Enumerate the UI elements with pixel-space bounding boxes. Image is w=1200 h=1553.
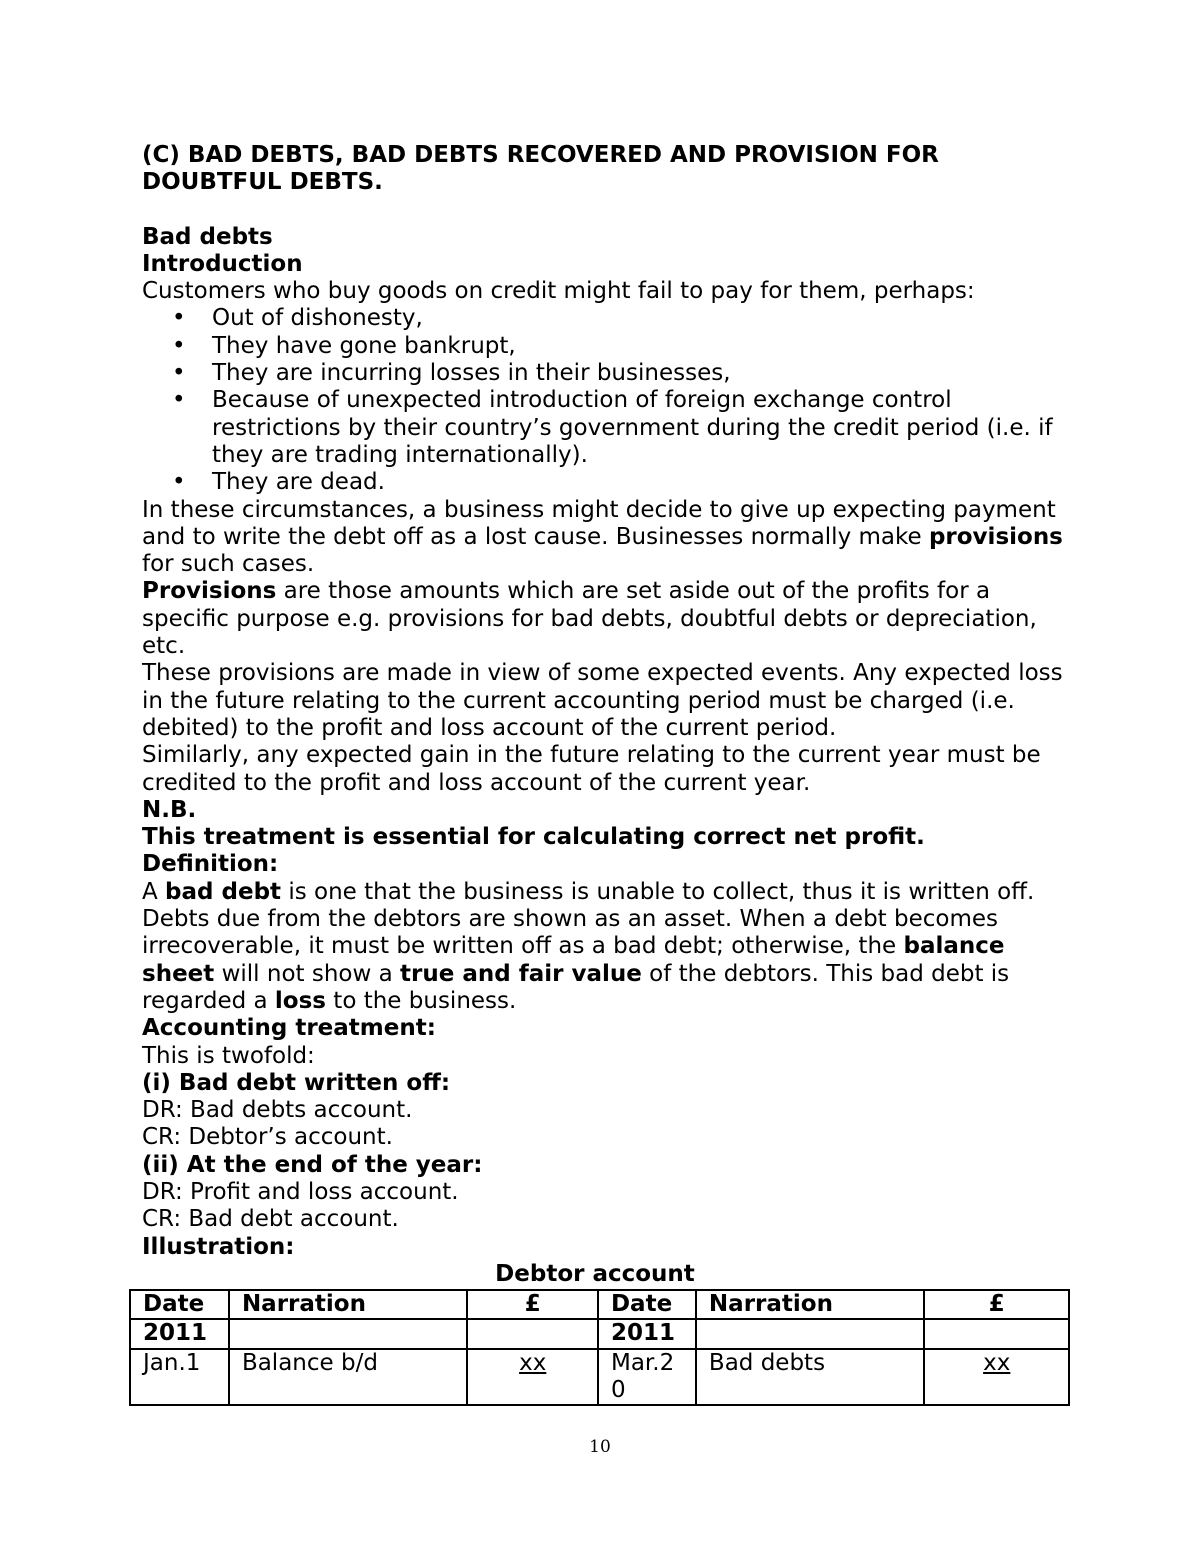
nb-heading: N.B. xyxy=(142,796,197,823)
page-number: 10 xyxy=(589,1437,611,1457)
narration-cell: Balance b/d xyxy=(229,1349,467,1406)
step1-heading: (i) Bad debt written off: xyxy=(142,1069,451,1096)
list-item: • Because of unexpected introduction of foreign exchange control restrictions by their country’s government during the credit period (i.e. if they are trading internationally). xyxy=(142,387,1072,469)
list-item: • They are incurring losses in their businesses, xyxy=(142,360,1072,387)
header-narration: Narration xyxy=(229,1290,467,1319)
list-item: • They are dead. xyxy=(142,469,1072,496)
paragraph-expected-gain: Similarly, any expected gain in the future relating to the current year must be credited to the profit and loss account of the current year. xyxy=(142,742,1041,796)
illustration-heading: Illustration: xyxy=(142,1233,295,1260)
step2-credit: CR: Bad debt account. xyxy=(142,1206,399,1233)
twofold-text: This is twofold: xyxy=(142,1042,315,1069)
step2-heading: (ii) At the end of the year: xyxy=(142,1151,483,1178)
date-cell: Jan.1 xyxy=(130,1349,229,1406)
table-header-row xyxy=(130,1290,1069,1319)
list-item: • They have gone bankrupt, xyxy=(142,333,1072,360)
reasons-list xyxy=(142,305,1072,496)
date-cell: Mar.2 0 xyxy=(598,1349,696,1406)
amount-cell: xx xyxy=(924,1349,1069,1406)
step1-credit: CR: Debtor’s account. xyxy=(142,1124,393,1151)
title-line-2: DOUBTFUL DEBTS. xyxy=(142,169,383,196)
header-amount: £ xyxy=(924,1290,1069,1319)
debtor-account-table xyxy=(129,1289,1070,1406)
accounting-treatment-heading: Accounting treatment: xyxy=(142,1015,436,1042)
table-title: Debtor account xyxy=(495,1260,695,1287)
definition-text: A bad debt is one that the business is unable to collect, thus it is written off. Debts due from the debtors are shown as an asset. When a debt becomes irrecoverable, it must be written off as a bad debt; otherwise, the balance sheet will not show a true and fair value of the debtors. This bad debt is regarded a loss to the business. xyxy=(142,878,1035,1014)
section-title xyxy=(142,142,1072,197)
amount-cell: xx xyxy=(467,1349,598,1406)
nb-text: This treatment is essential for calculating correct net profit. xyxy=(142,824,925,851)
paragraph-expected-events: These provisions are made in view of some expected events. Any expected loss in the future relating to the current accounting period must be charged (i.e. debited) to the profit and loss account of the current period. xyxy=(142,660,1063,741)
step1-debit: DR: Bad debts account. xyxy=(142,1097,413,1124)
list-item: • Out of dishonesty, xyxy=(142,305,1072,332)
table-row xyxy=(130,1319,1069,1348)
narration-cell: Bad debts xyxy=(696,1349,925,1406)
header-amount: £ xyxy=(467,1290,598,1319)
header-date: Date xyxy=(598,1290,696,1319)
page-content xyxy=(142,142,1072,1288)
year-cell: 2011 xyxy=(598,1319,696,1348)
table-row xyxy=(130,1349,1069,1406)
paragraph-provisions: Provisions are those amounts which are set aside out of the profits for a specific purpose e.g. provisions for bad debts, doubtful debts or depreciation, etc. xyxy=(142,578,1037,660)
intro-text: Customers who buy goods on credit might fail to pay for them, perhaps: xyxy=(142,278,975,305)
header-narration: Narration xyxy=(696,1290,925,1319)
title-line-1: (C) BAD DEBTS, BAD DEBTS RECOVERED AND PROVISION FOR xyxy=(142,142,939,168)
introduction-heading: Introduction xyxy=(142,250,303,277)
year-cell: 2011 xyxy=(130,1319,229,1348)
paragraph-circumstances: In these circumstances, a business might decide to give up expecting payment and to write the debt off as a lost cause. Businesses normally make provisions for such cases. xyxy=(142,496,1063,578)
header-date: Date xyxy=(130,1290,229,1319)
bad-debts-heading: Bad debts xyxy=(142,223,273,250)
step2-debit: DR: Profit and loss account. xyxy=(142,1178,459,1205)
definition-heading: Definition: xyxy=(142,851,279,878)
